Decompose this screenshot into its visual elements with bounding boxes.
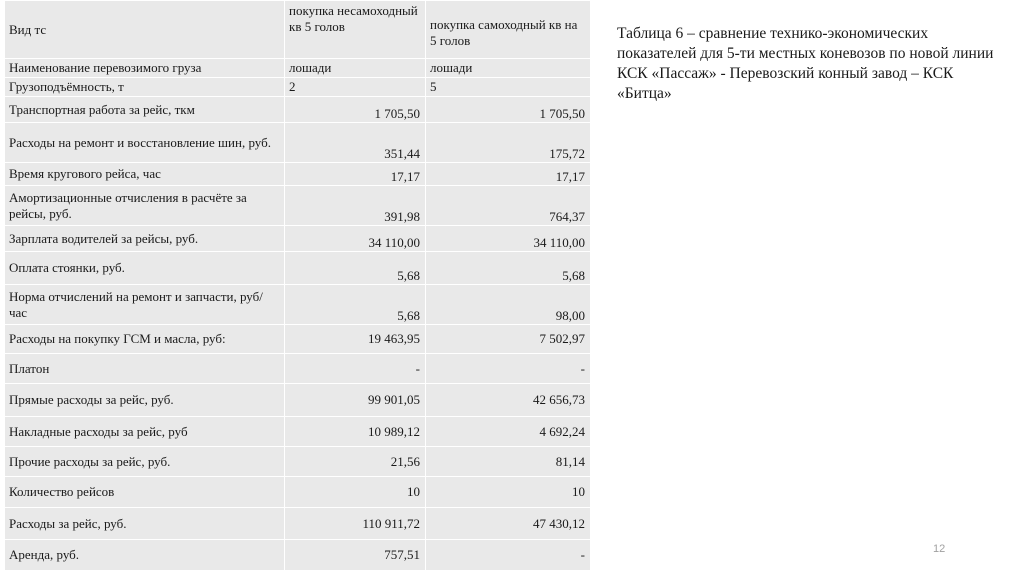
row-label: Амортизационные отчисления в расчёте за рейсы, руб. <box>5 186 285 226</box>
table-row <box>5 477 591 508</box>
table-row <box>5 59 591 78</box>
value-self-propelled: 81,14 <box>426 447 591 477</box>
value-self-propelled: 4 692,24 <box>426 417 591 447</box>
value-non-self-propelled: 5,68 <box>285 285 426 325</box>
table-row <box>5 226 591 252</box>
value-self-propelled: 47 430,12 <box>426 508 591 540</box>
value-non-self-propelled: лошади <box>285 59 426 78</box>
value-non-self-propelled: 17,17 <box>285 163 426 186</box>
value-self-propelled: 5 <box>426 78 591 97</box>
value-non-self-propelled: 10 989,12 <box>285 417 426 447</box>
row-label: Расходы за рейс, руб. <box>5 508 285 540</box>
value-non-self-propelled: 99 901,05 <box>285 384 426 417</box>
row-label: Оплата стоянки, руб. <box>5 252 285 285</box>
value-self-propelled: 764,37 <box>426 186 591 226</box>
value-non-self-propelled: 1 705,50 <box>285 97 426 123</box>
row-label: Платон <box>5 354 285 384</box>
value-self-propelled: - <box>426 354 591 384</box>
row-label: Норма отчислений на ремонт и запчасти, руб/час <box>5 285 285 325</box>
value-self-propelled: 34 110,00 <box>426 226 591 252</box>
value-non-self-propelled: 757,51 <box>285 540 426 571</box>
table-row <box>5 354 591 384</box>
table-row <box>5 384 591 417</box>
row-label: Грузоподъёмность, т <box>5 78 285 97</box>
value-non-self-propelled: 21,56 <box>285 447 426 477</box>
header-type: Вид тс <box>5 1 285 59</box>
value-self-propelled: 5,68 <box>426 252 591 285</box>
row-label: Транспортная работа за рейс, ткм <box>5 97 285 123</box>
page-number: 12 <box>933 543 946 555</box>
row-label: Накладные расходы за рейс, руб <box>5 417 285 447</box>
row-label: Время кругового рейса, час <box>5 163 285 186</box>
value-non-self-propelled: 110 911,72 <box>285 508 426 540</box>
value-non-self-propelled: - <box>285 354 426 384</box>
table-row <box>5 78 591 97</box>
value-self-propelled: лошади <box>426 59 591 78</box>
table-row <box>5 325 591 354</box>
table-row <box>5 447 591 477</box>
value-non-self-propelled: 5,68 <box>285 252 426 285</box>
table-row <box>5 97 591 123</box>
table-caption: Таблица 6 – сравнение технико-экономических показателей для 5-ти местных коневозов по новой линии КСК «Пассаж» - Перевозский конный завод – КСК «Битца» <box>617 25 994 102</box>
table-row <box>5 417 591 447</box>
value-self-propelled: 1 705,50 <box>426 97 591 123</box>
row-label: Зарплата водителей за рейсы, руб. <box>5 226 285 252</box>
header-self-propelled: покупка самоходный кв на 5 голов <box>426 1 591 59</box>
table-row <box>5 163 591 186</box>
value-self-propelled: 17,17 <box>426 163 591 186</box>
row-label: Аренда, руб. <box>5 540 285 571</box>
value-non-self-propelled: 351,44 <box>285 123 426 163</box>
row-label: Расходы на покупку ГСМ и масла, руб: <box>5 325 285 354</box>
value-self-propelled: 98,00 <box>426 285 591 325</box>
table-row <box>5 285 591 325</box>
header-non-self-propelled: покупка несамоходный кв 5 голов <box>285 1 426 59</box>
table-row <box>5 540 591 571</box>
value-non-self-propelled: 34 110,00 <box>285 226 426 252</box>
value-non-self-propelled: 2 <box>285 78 426 97</box>
comparison-table <box>4 0 591 571</box>
row-label: Наименование перевозимого груза <box>5 59 285 78</box>
value-self-propelled: 175,72 <box>426 123 591 163</box>
table-header-row <box>5 1 591 59</box>
table-row <box>5 186 591 226</box>
row-label: Количество рейсов <box>5 477 285 508</box>
row-label: Прямые расходы за рейс, руб. <box>5 384 285 417</box>
row-label: Прочие расходы за рейс, руб. <box>5 447 285 477</box>
value-non-self-propelled: 391,98 <box>285 186 426 226</box>
value-self-propelled: 7 502,97 <box>426 325 591 354</box>
value-self-propelled: 42 656,73 <box>426 384 591 417</box>
table-row <box>5 252 591 285</box>
row-label: Расходы на ремонт и восстановление шин, руб. <box>5 123 285 163</box>
value-non-self-propelled: 19 463,95 <box>285 325 426 354</box>
table-row <box>5 123 591 163</box>
value-non-self-propelled: 10 <box>285 477 426 508</box>
table-row <box>5 508 591 540</box>
value-self-propelled: - <box>426 540 591 571</box>
value-self-propelled: 10 <box>426 477 591 508</box>
